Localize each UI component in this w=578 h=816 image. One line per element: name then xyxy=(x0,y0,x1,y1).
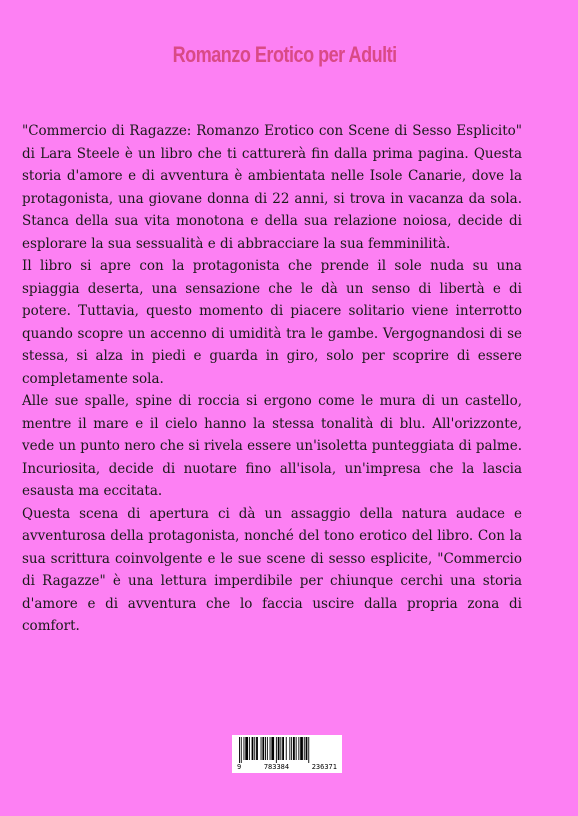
blurb-paragraph: "Commercio di Ragazze: Romanzo Erotico con Scene di Sesso Esplicito" di Lara Steele è un libro che ti catturerà fin dalla prima pagina. Questa storia d'amore e di avventura è ambientata nelle Isole Canarie, dove la protagonista, una giovane donna di 22 anni, si trova in vacanza da sola. Stanca della sua vita monotona e della sua relazione noiosa, decide di esplorare la sua sessualità e di abbracciare la sua femminilità. xyxy=(22,123,522,252)
isbn-barcode xyxy=(232,735,342,773)
barcode-bar xyxy=(271,737,274,760)
barcode-bar xyxy=(282,737,284,760)
barcode-bar xyxy=(278,737,280,760)
back-cover-blurb xyxy=(22,120,522,638)
barcode-bar xyxy=(249,737,250,760)
cover-title: Romanzo Erotico per Adulti xyxy=(172,42,397,67)
barcode-bar xyxy=(280,737,281,760)
barcode-bar xyxy=(261,737,262,760)
barcode-bar xyxy=(245,737,248,760)
barcode-group-right: 236371 xyxy=(311,763,337,771)
barcode-bar xyxy=(286,737,287,760)
barcode-bar xyxy=(296,737,297,760)
barcode-bar xyxy=(270,737,271,760)
barcode-bar xyxy=(265,737,266,760)
barcode-bar xyxy=(304,737,305,760)
blurb-paragraph: Questa scena di apertura ci dà un assaggio della natura audace e avventurosa della protagonista, nonché del tono erotico del libro. Con la sua scrittura coinvolgente e le sue scene di sesso esplicite, "Commercio di Ragazze" è una lettura imperdibile per chiunque cerchi una storia d'amore e di avventura che lo faccia uscire dalla propria zona di comfort. xyxy=(22,505,522,634)
barcode-bar xyxy=(289,737,290,760)
barcode-bars xyxy=(235,737,339,763)
barcode-bar xyxy=(241,737,242,763)
blurb-paragraph: Il libro si apre con la protagonista che prende il sole nuda su una spiaggia deserta, una sensazione che le dà un senso di libertà e di potere. Tuttavia, questo momento di piacere solitario viene interrotto quando scopre un accenno di umidità tra le gambe. Vergognandosi di se stessa, si alza in piedi e guarda in giro, solo per scoprire di essere completamente sola. xyxy=(22,258,522,387)
barcode-bar xyxy=(244,737,245,760)
barcode-bar xyxy=(298,737,299,760)
barcode-bar xyxy=(262,737,264,760)
barcode-lead-digit: 9 xyxy=(237,763,242,771)
barcode-bar xyxy=(300,737,303,760)
barcode-bar xyxy=(239,737,240,763)
barcode-bar xyxy=(306,737,308,760)
barcode-digits xyxy=(235,763,339,772)
barcode-bar xyxy=(308,737,309,763)
barcode-bar xyxy=(252,737,254,760)
barcode-bar xyxy=(256,737,258,760)
barcode-bar xyxy=(254,737,255,760)
blurb-paragraph: Alle sue spalle, spine di roccia si ergono come le mura di un castello, mentre il mare e il cielo hanno la stessa tonalità di blu. All'orizzonte, vede un punto nero che si rivela essere un'isoletta punteggiata di palme. Incuriosita, decide di nuotare fino all'isola, un'impresa che la lascia esausta ma eccitata. xyxy=(22,393,522,499)
barcode-group-left: 783384 xyxy=(263,763,290,771)
barcode-bar xyxy=(276,737,277,763)
barcode-bar xyxy=(267,737,268,760)
barcode-bar xyxy=(293,737,295,760)
barcode-bar xyxy=(291,737,292,760)
